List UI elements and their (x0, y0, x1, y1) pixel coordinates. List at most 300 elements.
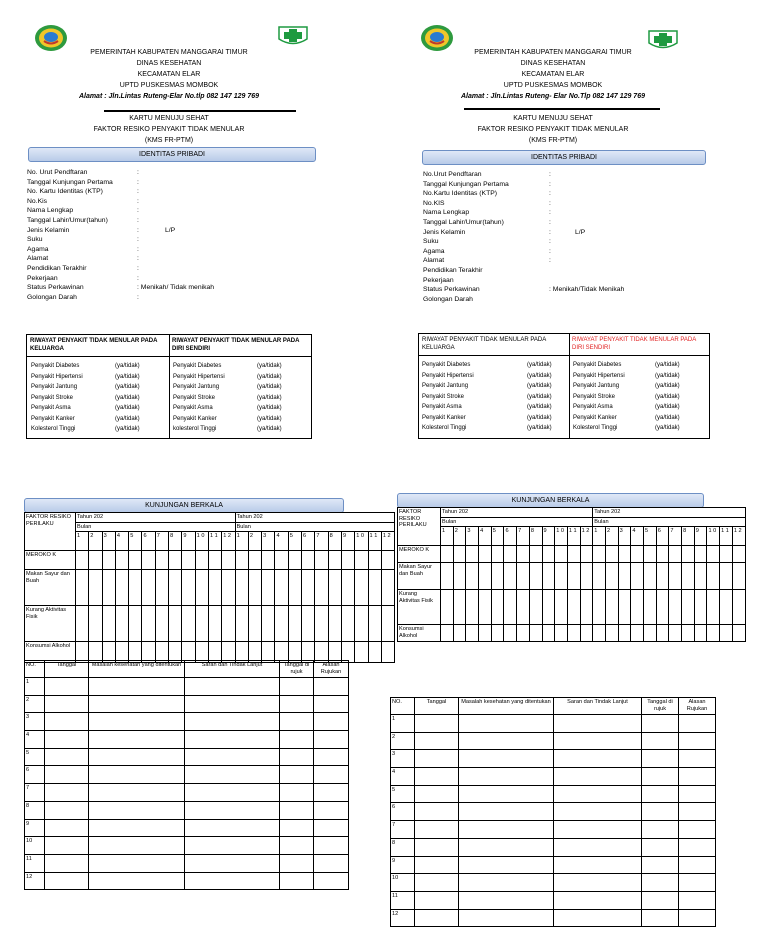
kontrol-cell[interactable] (554, 732, 642, 750)
visit-cell[interactable] (155, 551, 168, 570)
visit-cell[interactable] (605, 590, 618, 625)
visit-cell[interactable] (328, 606, 341, 642)
visit-cell[interactable] (694, 625, 707, 642)
family-yn[interactable]: (ya/tidak) (527, 383, 552, 389)
visit-cell[interactable] (89, 570, 102, 606)
kontrol-cell[interactable] (89, 854, 185, 872)
visit-cell[interactable] (567, 563, 580, 590)
visit-cell[interactable] (115, 606, 128, 642)
kontrol-cell[interactable] (280, 748, 314, 766)
visit-cell[interactable] (682, 590, 695, 625)
visit-cell[interactable] (491, 563, 504, 590)
visit-cell[interactable] (368, 570, 381, 606)
self-yn[interactable]: (ya/tidak) (257, 373, 282, 380)
visit-cell[interactable] (235, 570, 248, 606)
kontrol-cell[interactable] (45, 678, 89, 696)
visit-cell[interactable] (593, 546, 606, 563)
visit-cell[interactable] (618, 590, 631, 625)
visit-cell[interactable] (355, 570, 368, 606)
visit-cell[interactable] (275, 606, 288, 642)
kontrol-cell[interactable] (642, 785, 679, 803)
family-yn[interactable]: (ya/tidak) (527, 414, 552, 421)
kontrol-cell[interactable] (89, 713, 185, 731)
kontrol-cell[interactable] (45, 713, 89, 731)
kontrol-cell[interactable] (554, 821, 642, 839)
self-yn[interactable]: (ya/tidak) (655, 383, 680, 389)
self-yn[interactable]: (ya/tidak) (257, 363, 282, 369)
visit-cell[interactable] (76, 551, 89, 570)
visit-cell[interactable] (208, 551, 221, 570)
kontrol-cell[interactable] (314, 854, 349, 872)
visit-cell[interactable] (142, 606, 155, 642)
visit-cell[interactable] (102, 570, 115, 606)
kontrol-cell[interactable] (642, 909, 679, 927)
field-value[interactable]: L/P (575, 228, 586, 236)
visit-cell[interactable] (381, 551, 394, 570)
kontrol-cell[interactable] (45, 854, 89, 872)
field-value[interactable]: : Menikah/ Tidak menikah (137, 284, 215, 292)
visit-cell[interactable] (656, 625, 669, 642)
visit-cell[interactable] (656, 590, 669, 625)
visit-cell[interactable] (341, 570, 354, 606)
kontrol-cell[interactable] (554, 785, 642, 803)
visit-cell[interactable] (491, 546, 504, 563)
kontrol-cell[interactable] (642, 750, 679, 768)
kontrol-cell[interactable] (642, 891, 679, 909)
visit-cell[interactable] (155, 570, 168, 606)
kontrol-cell[interactable] (459, 715, 554, 733)
visit-cell[interactable] (542, 590, 555, 625)
visit-cell[interactable] (707, 546, 720, 563)
visit-cell[interactable] (656, 546, 669, 563)
visit-cell[interactable] (275, 551, 288, 570)
self-yn[interactable]: (ya/tidak) (655, 372, 680, 379)
visit-cell[interactable] (368, 551, 381, 570)
visit-cell[interactable] (707, 590, 720, 625)
visit-cell[interactable] (441, 590, 454, 625)
self-yn[interactable]: (ya/tidak) (655, 414, 680, 421)
visit-cell[interactable] (720, 546, 733, 563)
visit-cell[interactable] (368, 606, 381, 642)
kontrol-cell[interactable] (45, 819, 89, 837)
kontrol-cell[interactable] (415, 874, 459, 892)
visit-cell[interactable] (115, 551, 128, 570)
visit-cell[interactable] (720, 625, 733, 642)
kontrol-cell[interactable] (642, 838, 679, 856)
kontrol-cell[interactable] (314, 713, 349, 731)
kontrol-cell[interactable] (45, 748, 89, 766)
kontrol-cell[interactable] (459, 732, 554, 750)
visit-cell[interactable] (618, 625, 631, 642)
self-yn[interactable]: (ya/tidak) (655, 404, 680, 410)
visit-cell[interactable] (275, 570, 288, 606)
kontrol-cell[interactable] (415, 715, 459, 733)
kontrol-cell[interactable] (642, 732, 679, 750)
visit-cell[interactable] (341, 551, 354, 570)
family-yn[interactable]: (ya/tidak) (527, 372, 552, 379)
kontrol-cell[interactable] (642, 856, 679, 874)
visit-cell[interactable] (355, 642, 368, 663)
kontrol-cell[interactable] (679, 856, 716, 874)
visit-cell[interactable] (618, 546, 631, 563)
visit-cell[interactable] (631, 590, 644, 625)
kontrol-cell[interactable] (185, 854, 280, 872)
kontrol-cell[interactable] (554, 768, 642, 786)
visit-cell[interactable] (102, 551, 115, 570)
kontrol-cell[interactable] (89, 766, 185, 784)
kontrol-cell[interactable] (554, 909, 642, 927)
visit-cell[interactable] (504, 590, 517, 625)
kontrol-cell[interactable] (554, 891, 642, 909)
visit-cell[interactable] (580, 563, 593, 590)
visit-cell[interactable] (302, 570, 315, 606)
visit-cell[interactable] (355, 606, 368, 642)
visit-cell[interactable] (720, 563, 733, 590)
visit-cell[interactable] (381, 642, 394, 663)
visit-cell[interactable] (504, 563, 517, 590)
kontrol-cell[interactable] (679, 785, 716, 803)
family-yn[interactable]: (ya/tidak) (527, 404, 552, 410)
visit-cell[interactable] (644, 563, 657, 590)
visit-cell[interactable] (529, 546, 542, 563)
kontrol-cell[interactable] (415, 750, 459, 768)
kontrol-cell[interactable] (679, 874, 716, 892)
visit-cell[interactable] (542, 563, 555, 590)
kontrol-cell[interactable] (415, 856, 459, 874)
kontrol-cell[interactable] (185, 713, 280, 731)
visit-cell[interactable] (682, 563, 695, 590)
kontrol-cell[interactable] (185, 872, 280, 890)
kontrol-cell[interactable] (314, 819, 349, 837)
kontrol-cell[interactable] (45, 801, 89, 819)
visit-cell[interactable] (441, 546, 454, 563)
kontrol-cell[interactable] (89, 695, 185, 713)
kontrol-cell[interactable] (45, 731, 89, 749)
family-yn[interactable]: (ya/tidak) (115, 405, 140, 411)
kontrol-cell[interactable] (314, 731, 349, 749)
kontrol-cell[interactable] (554, 750, 642, 768)
visit-cell[interactable] (76, 606, 89, 642)
visit-cell[interactable] (694, 590, 707, 625)
visit-cell[interactable] (580, 625, 593, 642)
visit-cell[interactable] (89, 606, 102, 642)
kontrol-cell[interactable] (89, 801, 185, 819)
visit-cell[interactable] (707, 625, 720, 642)
kontrol-cell[interactable] (642, 821, 679, 839)
family-yn[interactable]: (ya/tidak) (527, 393, 552, 400)
kontrol-cell[interactable] (89, 837, 185, 855)
kontrol-cell[interactable] (415, 821, 459, 839)
visit-cell[interactable] (155, 606, 168, 642)
kontrol-cell[interactable] (89, 784, 185, 802)
kontrol-cell[interactable] (415, 768, 459, 786)
visit-cell[interactable] (466, 546, 479, 563)
visit-cell[interactable] (341, 606, 354, 642)
visit-cell[interactable] (368, 642, 381, 663)
kontrol-cell[interactable] (459, 891, 554, 909)
visit-cell[interactable] (195, 606, 208, 642)
visit-cell[interactable] (89, 551, 102, 570)
visit-cell[interactable] (631, 625, 644, 642)
family-yn[interactable]: (ya/tidak) (527, 425, 552, 431)
visit-cell[interactable] (517, 546, 530, 563)
visit-cell[interactable] (302, 606, 315, 642)
kontrol-cell[interactable] (280, 837, 314, 855)
visit-cell[interactable] (707, 563, 720, 590)
visit-cell[interactable] (555, 625, 568, 642)
visit-cell[interactable] (580, 546, 593, 563)
visit-cell[interactable] (315, 570, 328, 606)
kontrol-cell[interactable] (459, 856, 554, 874)
visit-cell[interactable] (479, 625, 492, 642)
visit-cell[interactable] (491, 590, 504, 625)
visit-cell[interactable] (235, 606, 248, 642)
visit-cell[interactable] (669, 546, 682, 563)
kontrol-cell[interactable] (554, 856, 642, 874)
visit-cell[interactable] (328, 551, 341, 570)
kontrol-cell[interactable] (642, 874, 679, 892)
visit-cell[interactable] (593, 590, 606, 625)
kontrol-cell[interactable] (459, 909, 554, 927)
kontrol-cell[interactable] (185, 819, 280, 837)
self-yn[interactable]: (ya/tidak) (655, 393, 680, 400)
visit-cell[interactable] (315, 606, 328, 642)
kontrol-cell[interactable] (314, 748, 349, 766)
kontrol-cell[interactable] (459, 750, 554, 768)
visit-cell[interactable] (555, 546, 568, 563)
family-yn[interactable]: (ya/tidak) (115, 426, 140, 432)
kontrol-cell[interactable] (314, 695, 349, 713)
kontrol-cell[interactable] (459, 768, 554, 786)
self-yn[interactable]: (ya/tidak) (257, 394, 282, 401)
visit-cell[interactable] (732, 590, 745, 625)
visit-cell[interactable] (656, 563, 669, 590)
visit-cell[interactable] (504, 625, 517, 642)
family-yn[interactable]: (ya/tidak) (115, 394, 140, 401)
kontrol-cell[interactable] (185, 801, 280, 819)
kontrol-cell[interactable] (679, 838, 716, 856)
visit-cell[interactable] (479, 590, 492, 625)
kontrol-cell[interactable] (459, 874, 554, 892)
kontrol-cell[interactable] (89, 872, 185, 890)
visit-cell[interactable] (580, 590, 593, 625)
visit-cell[interactable] (129, 606, 142, 642)
visit-cell[interactable] (605, 563, 618, 590)
visit-cell[interactable] (453, 625, 466, 642)
visit-cell[interactable] (644, 625, 657, 642)
visit-cell[interactable] (529, 590, 542, 625)
visit-cell[interactable] (169, 606, 182, 642)
visit-cell[interactable] (222, 570, 235, 606)
visit-cell[interactable] (441, 625, 454, 642)
kontrol-cell[interactable] (679, 803, 716, 821)
kontrol-cell[interactable] (45, 872, 89, 890)
visit-cell[interactable] (102, 606, 115, 642)
visit-cell[interactable] (720, 590, 733, 625)
kontrol-cell[interactable] (642, 803, 679, 821)
visit-cell[interactable] (453, 546, 466, 563)
visit-cell[interactable] (529, 625, 542, 642)
visit-cell[interactable] (593, 625, 606, 642)
visit-cell[interactable] (195, 551, 208, 570)
visit-cell[interactable] (169, 551, 182, 570)
visit-cell[interactable] (567, 590, 580, 625)
kontrol-cell[interactable] (415, 803, 459, 821)
kontrol-cell[interactable] (280, 801, 314, 819)
visit-cell[interactable] (517, 625, 530, 642)
visit-cell[interactable] (555, 563, 568, 590)
visit-cell[interactable] (182, 570, 195, 606)
kontrol-cell[interactable] (415, 909, 459, 927)
self-yn[interactable]: (ya/tidak) (655, 362, 680, 368)
visit-cell[interactable] (262, 551, 275, 570)
visit-cell[interactable] (466, 625, 479, 642)
kontrol-cell[interactable] (554, 838, 642, 856)
visit-cell[interactable] (631, 546, 644, 563)
visit-cell[interactable] (76, 570, 89, 606)
visit-cell[interactable] (479, 546, 492, 563)
kontrol-cell[interactable] (89, 678, 185, 696)
kontrol-cell[interactable] (45, 695, 89, 713)
kontrol-cell[interactable] (89, 819, 185, 837)
visit-cell[interactable] (593, 563, 606, 590)
kontrol-cell[interactable] (45, 837, 89, 855)
kontrol-cell[interactable] (185, 837, 280, 855)
visit-cell[interactable] (142, 570, 155, 606)
visit-cell[interactable] (732, 563, 745, 590)
kontrol-cell[interactable] (280, 766, 314, 784)
visit-cell[interactable] (355, 551, 368, 570)
visit-cell[interactable] (529, 563, 542, 590)
kontrol-cell[interactable] (314, 766, 349, 784)
visit-cell[interactable] (732, 546, 745, 563)
kontrol-cell[interactable] (314, 837, 349, 855)
visit-cell[interactable] (631, 563, 644, 590)
visit-cell[interactable] (288, 570, 301, 606)
visit-cell[interactable] (142, 551, 155, 570)
family-yn[interactable]: (ya/tidak) (115, 373, 140, 380)
kontrol-cell[interactable] (280, 872, 314, 890)
kontrol-cell[interactable] (679, 715, 716, 733)
visit-cell[interactable] (302, 551, 315, 570)
visit-cell[interactable] (694, 546, 707, 563)
kontrol-cell[interactable] (459, 785, 554, 803)
visit-cell[interactable] (453, 590, 466, 625)
visit-cell[interactable] (491, 625, 504, 642)
visit-cell[interactable] (517, 590, 530, 625)
kontrol-cell[interactable] (554, 803, 642, 821)
kontrol-cell[interactable] (185, 731, 280, 749)
kontrol-cell[interactable] (415, 891, 459, 909)
visit-cell[interactable] (669, 625, 682, 642)
visit-cell[interactable] (504, 546, 517, 563)
visit-cell[interactable] (262, 606, 275, 642)
kontrol-cell[interactable] (459, 803, 554, 821)
visit-cell[interactable] (248, 606, 261, 642)
family-yn[interactable]: (ya/tidak) (115, 384, 140, 390)
visit-cell[interactable] (129, 551, 142, 570)
visit-cell[interactable] (517, 563, 530, 590)
visit-cell[interactable] (644, 546, 657, 563)
visit-cell[interactable] (567, 625, 580, 642)
visit-cell[interactable] (248, 570, 261, 606)
kontrol-cell[interactable] (185, 784, 280, 802)
visit-cell[interactable] (381, 570, 394, 606)
visit-cell[interactable] (682, 625, 695, 642)
kontrol-cell[interactable] (185, 766, 280, 784)
self-yn[interactable]: (ya/tidak) (257, 426, 282, 432)
self-yn[interactable]: (ya/tidak) (257, 405, 282, 411)
kontrol-cell[interactable] (554, 874, 642, 892)
kontrol-cell[interactable] (679, 909, 716, 927)
kontrol-cell[interactable] (185, 678, 280, 696)
kontrol-cell[interactable] (679, 732, 716, 750)
visit-cell[interactable] (605, 625, 618, 642)
kontrol-cell[interactable] (642, 715, 679, 733)
visit-cell[interactable] (288, 551, 301, 570)
visit-cell[interactable] (466, 563, 479, 590)
visit-cell[interactable] (129, 570, 142, 606)
visit-cell[interactable] (466, 590, 479, 625)
visit-cell[interactable] (441, 563, 454, 590)
field-value[interactable]: L/P (165, 226, 176, 234)
visit-cell[interactable] (479, 563, 492, 590)
kontrol-cell[interactable] (679, 768, 716, 786)
kontrol-cell[interactable] (415, 838, 459, 856)
visit-cell[interactable] (222, 551, 235, 570)
kontrol-cell[interactable] (642, 768, 679, 786)
kontrol-cell[interactable] (280, 854, 314, 872)
kontrol-cell[interactable] (415, 732, 459, 750)
self-yn[interactable]: (ya/tidak) (655, 425, 680, 431)
visit-cell[interactable] (208, 570, 221, 606)
visit-cell[interactable] (235, 551, 248, 570)
visit-cell[interactable] (542, 546, 555, 563)
kontrol-cell[interactable] (280, 678, 314, 696)
field-value[interactable]: : Menikah/Tidak Menikah (549, 286, 625, 294)
visit-cell[interactable] (288, 606, 301, 642)
visit-cell[interactable] (618, 563, 631, 590)
visit-cell[interactable] (669, 590, 682, 625)
visit-cell[interactable] (248, 551, 261, 570)
kontrol-cell[interactable] (314, 801, 349, 819)
kontrol-cell[interactable] (554, 715, 642, 733)
kontrol-cell[interactable] (89, 731, 185, 749)
kontrol-cell[interactable] (459, 838, 554, 856)
visit-cell[interactable] (262, 570, 275, 606)
visit-cell[interactable] (182, 551, 195, 570)
visit-cell[interactable] (669, 563, 682, 590)
kontrol-cell[interactable] (280, 731, 314, 749)
visit-cell[interactable] (555, 590, 568, 625)
kontrol-cell[interactable] (415, 785, 459, 803)
self-yn[interactable]: (ya/tidak) (257, 384, 282, 390)
visit-cell[interactable] (732, 625, 745, 642)
kontrol-cell[interactable] (679, 891, 716, 909)
visit-cell[interactable] (453, 563, 466, 590)
kontrol-cell[interactable] (89, 748, 185, 766)
kontrol-cell[interactable] (314, 678, 349, 696)
visit-cell[interactable] (169, 570, 182, 606)
kontrol-cell[interactable] (185, 695, 280, 713)
visit-cell[interactable] (605, 546, 618, 563)
visit-cell[interactable] (567, 546, 580, 563)
visit-cell[interactable] (694, 563, 707, 590)
visit-cell[interactable] (208, 606, 221, 642)
kontrol-cell[interactable] (280, 695, 314, 713)
visit-cell[interactable] (182, 606, 195, 642)
visit-cell[interactable] (222, 606, 235, 642)
